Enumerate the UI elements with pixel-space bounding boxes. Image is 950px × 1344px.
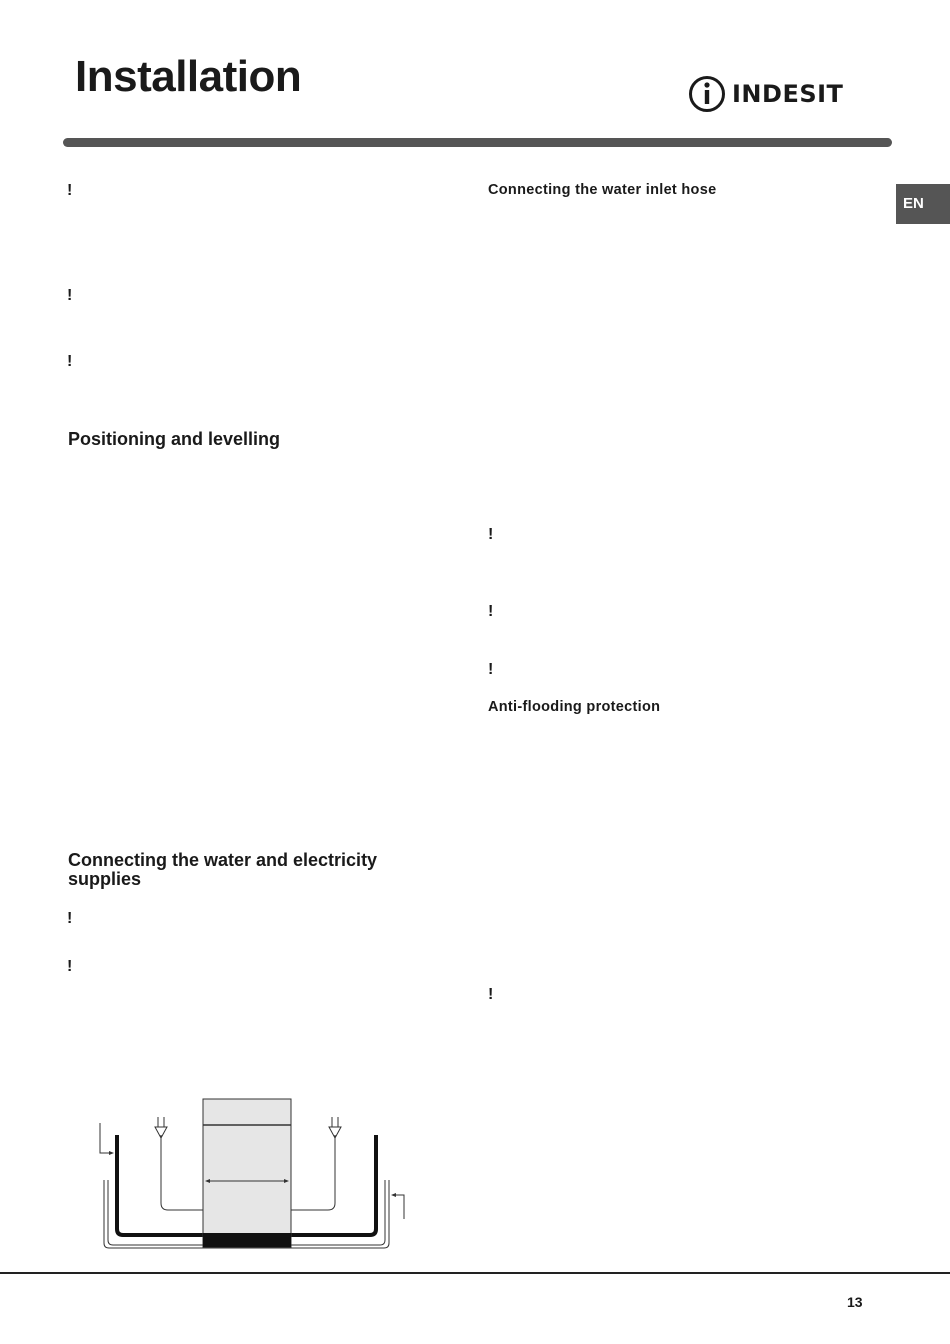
heading-positioning: Positioning and levelling — [68, 429, 281, 449]
footer-rule — [0, 1272, 950, 1274]
page-title: Installation — [75, 52, 302, 101]
warning-mark: ! — [67, 910, 73, 927]
brand-logo — [688, 74, 843, 114]
language-tab[interactable]: EN — [896, 184, 950, 224]
warning-mark: ! — [488, 661, 494, 678]
warning-mark: ! — [488, 986, 494, 1003]
heading-anti-flooding: Anti-flooding protection — [488, 699, 661, 715]
warning-mark: ! — [67, 353, 73, 370]
brand-name: INDESIT — [732, 80, 844, 108]
warning-mark: ! — [67, 958, 73, 975]
heading-water-inlet-hose: Connecting the water inlet hose — [488, 182, 717, 198]
warning-mark: ! — [488, 526, 494, 543]
header-rule — [63, 138, 892, 147]
indesit-logo-icon — [688, 74, 726, 114]
warning-mark: ! — [488, 603, 494, 620]
dishwasher-side-view-diagram — [90, 1095, 420, 1255]
warning-mark: ! — [67, 182, 73, 199]
heading-connecting-supplies: Connecting the water and electricity supplies — [68, 850, 378, 889]
page-number: 13 — [847, 1294, 863, 1310]
warning-mark: ! — [67, 287, 73, 304]
